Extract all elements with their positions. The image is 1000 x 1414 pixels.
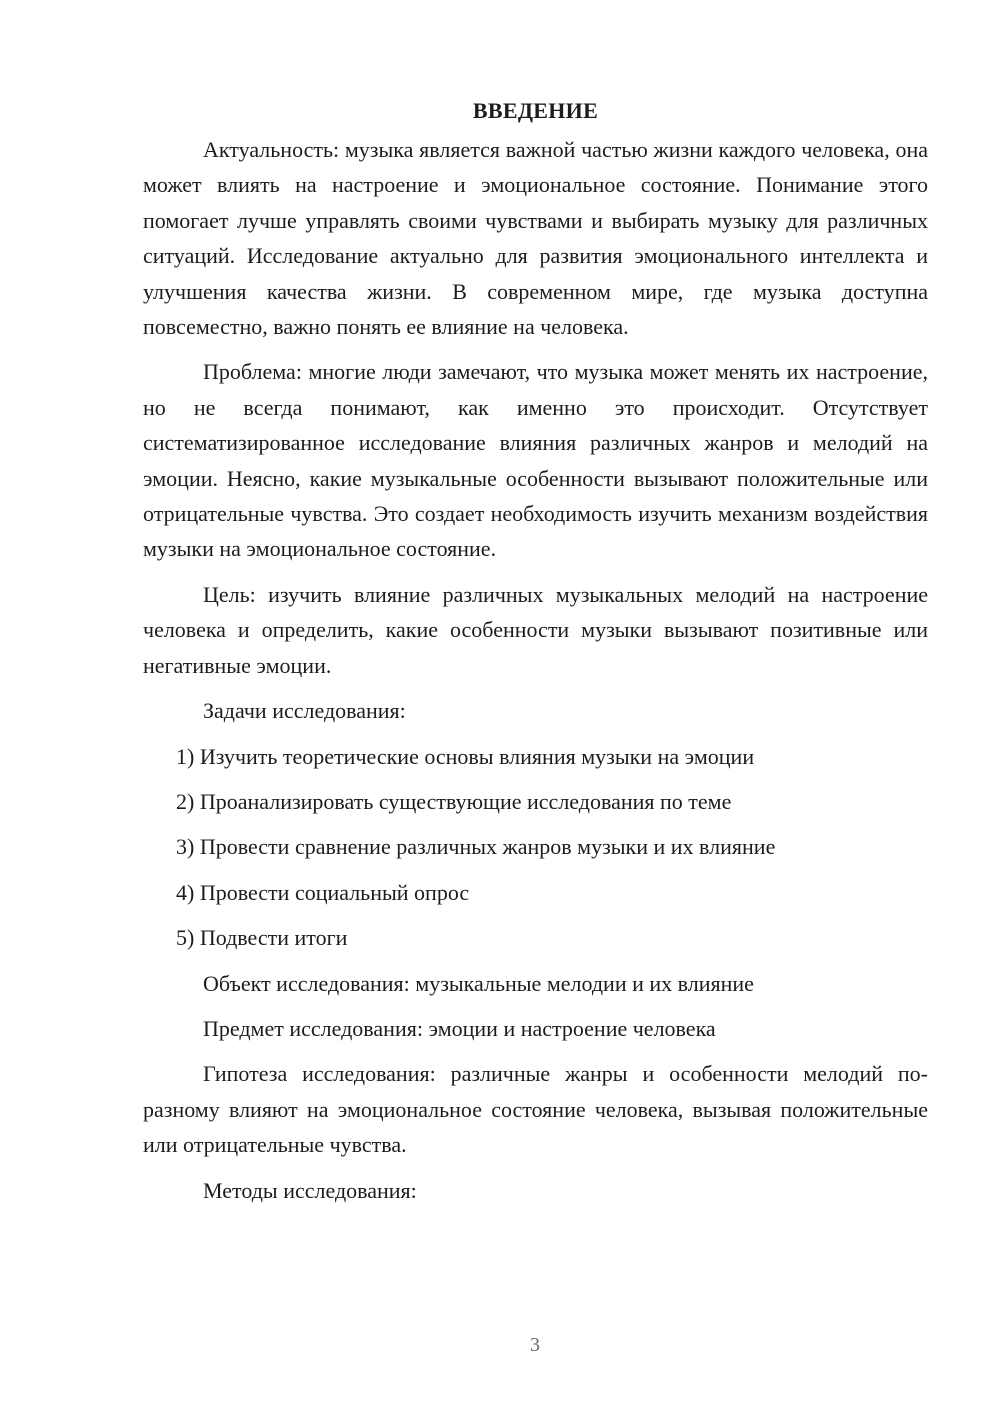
page-content (143, 94, 928, 1218)
tasks-heading: Задачи исследования: (203, 698, 406, 724)
page-number: 3 (530, 1334, 540, 1356)
task-item: 4) Провести социальный опрос (176, 879, 470, 905)
methods-heading: Методы исследования: (203, 1177, 417, 1203)
goal-paragraph: Цель: изучить влияние различных музыкальных мелодий на настроение человека и определить, какие особенности музыки вызывают позитивные или негативные эмоции. (143, 581, 928, 678)
task-item: 3) Провести сравнение различных жанров музыки и их влияние (176, 834, 776, 860)
task-item: 1) Изучить теоретические основы влияния музыки на эмоции (176, 743, 755, 769)
tasks-list (143, 739, 928, 956)
task-item: 2) Проанализировать существующие исследования по теме (176, 788, 732, 814)
hypothesis-paragraph: Гипотеза исследования: различные жанры и особенности мелодий по-разному влияют на эмоциональное состояние человека, вызывая положительные или отрицательные чувства. (143, 1061, 928, 1158)
problem-paragraph: Проблема: многие люди замечают, что музыка может менять их настроение, но не всегда понимают, как именно это происходит. Отсутствует систематизированное исследование влияния различных жанров и мелодий на эмоции. Неясно, какие музыкальные особенности вызывают положительные или отрицательные чувства. Это создает необходимость изучить механизм воздействия музыки на эмоциональное состояние. (143, 359, 928, 562)
section-heading: ВВЕДЕНИЕ (472, 98, 599, 123)
research-object: Объект исследования: музыкальные мелодии и их влияние (203, 970, 754, 996)
task-item: 5) Подвести итоги (176, 925, 348, 951)
research-subject: Предмет исследования: эмоции и настроение человека (203, 1015, 716, 1041)
relevance-paragraph: Актуальность: музыка является важной частью жизни каждого человека, она может влиять на настроение и эмоциональное состояние. Понимание этого помогает лучше управлять своими чувствами и выбирать музыку для различных ситуаций. Исследование актуально для развития эмоционального интеллекта и улучшения качества жизни. В современном мире, где музыка доступна повсеместно, важно понять ее влияние на человека. (143, 137, 928, 340)
